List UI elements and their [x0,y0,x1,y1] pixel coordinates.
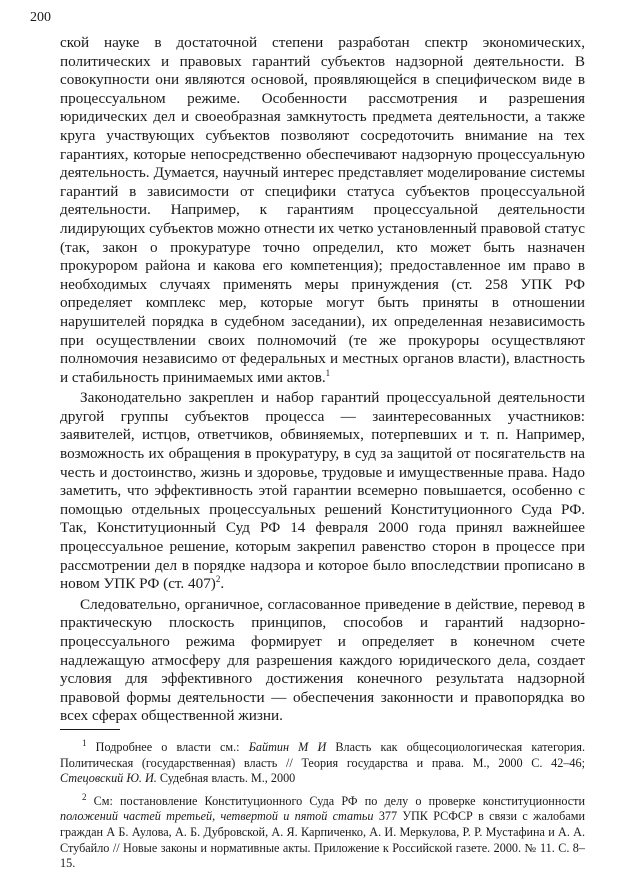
footnote-1-author-2: Стецовский Ю. И. [60,771,157,786]
body-text [60,34,585,726]
paragraph-2-text: Законодательно закреплен и набор гарантий процессуальной деятельности другой группы субъектов процесса — заинтересованных участников: заявителей, истцов, ответчиков, обвиняемых, потерпевших и т. п. Например, возможность их обращения в прокуратуру, в суд за защитой от посягательств на честь и достоинство, жизнь и здоровье, трудовые и имущественные права. Надо заметить, что эффективность этой гарантии всемерно повышается, особенно с помощью отдельных процессуальных решений Конституционного Суда РФ. Так, Конституционный Суд РФ 14 февраля 2000 года принял важнейшее процессуальное решение, которым закрепил равенство сторон в процессе при рассмотрении дел в порядке надзора и которое было впоследствии прописано в новом УПК РФ (ст. 407) [60,389,585,593]
page-number: 200 [30,10,51,25]
footnote-1-number: 1 [82,737,87,748]
footnote-divider [60,729,120,730]
footnote-ref-1: 1 [325,367,331,378]
footnote-2-italic: положений частей третьей, четвертой и пятой статьи [60,809,374,824]
paragraph-2: Законодательно закреплен и набор гарантий процессуальной деятельности другой группы субъектов процесса — заинтересованных участников: заявителей, истцов, ответчиков, обвиняемых, потерпевших и т. п. Например, возможность их обращения в прокуратуру, в суд за защитой от посягательств на честь и достоинство, жизнь и здоровье, трудовые и имущественные права. Надо заметить, что эффективность этой гарантии всемерно повышается, особенно с помощью отдельных процессуальных решений Конституционного Суда РФ. Так, Конституционный Суд РФ 14 февраля 2000 года принял важнейшее процессуальное решение, которым закрепил равенство сторон в процессе при рассмотрении дел в порядке надзора и которое было впоследствии прописано в новом УПК РФ (ст. 407)$^2$. [60,389,585,593]
footnotes [60,737,586,872]
footnote-1-mid: Власть как общесоциологическая категория. Политическая (государственная) власть // Теория государства и права. М., 2000 С. 42–46; [60,740,586,770]
footnote-1-tail: Судебная власть. М., 2000 [156,771,296,786]
footnote-1-lead: Подробнее о власти см.: [95,740,249,754]
footnote-1 [60,737,586,787]
footnote-2-number: 2 [82,791,87,802]
footnote-2-tail: 377 УПК РСФСР в связи с жалобами граждан А Б. Аулова, А. Б. Дубровской, А. Я. Карпиченко, А. И. Меркулова, Р. Р. Мустафина и А. А. Стубайло // Новые законы и нормативные акты. Приложение к Российской газете. 2000. № 11. С. 8–15. [60,809,585,871]
footnote-ref-2: 2 [215,574,221,585]
paragraph-3: Следовательно, органичное, согласованное приведение в действие, перевод в практическую плоскость принципов, способов и гарантий надзорно-процессуального режима формирует и определяет в конечном счете надлежащую атмосферу для разрешения каждого юридического дела, создает условия для эффективного достижения конечного результата надзорной правовой формы деятельности — обеспечения законности и правопорядка во всех сферах общественной жизни. [60,595,585,725]
paragraph-1-text: ской науке в достаточной степени разработан спектр экономических, политических и правовых гарантий субъектов надзорной деятельности. В совокупности они являются основой, проявляющейся в специфическом виде в процессуальном режиме. Особенности рассмотрения и разрешения юридических дел и своеобразная замкнутость предмета деятельности, а также круга участвующих субъектов позволяют сосредоточить внимание на тех гарантиях, которые непосредственно обеспечивают надзорную процессуальную деятельность. Думается, научный интерес представляет моделирование системы гарантий в зависимости от специфики статуса субъектов процессуальной деятельности. Например, к гарантиям процессуальной деятельности лидирующих субъектов можно отнести их четко установленный правовой статус (так, закон о прокуратуре точно определил, кто может быть назначен прокурором района и какова его компетенция); предоставленное им право в необходимых случаях применять меры принуждения (ст. 258 УПК РФ определяет комплекс мер, которые могут быть приняты в отношении нарушителей порядка в судебном заседании), их определенная независимость при осуществлении своих полномочий (те же прокуроры осуществляют полномочия независимо от федеральных и местных органов власти), властность и стабильность принимаемых ими актов [60,34,585,386]
footnote-2 [60,791,585,872]
footnote-2-lead: См: постановление Конституционного Суда РФ по делу о проверке конституционности [93,793,585,808]
footnote-1-author-1: Байтин М И [248,740,327,754]
paragraph-1: ской науке в достаточной степени разработан спектр экономических, политических и правовых гарантий субъектов надзорной деятельности. В совокупности они являются основой, проявляющейся в специфическом виде в процессуальном режиме. Особенности рассмотрения и разрешения юридических дел и своеобразная замкнутость предмета деятельности, а также круга участвующих субъектов позволяют сосредоточить внимание на тех гарантиях, которые непосредственно обеспечивают надзорную процессуальную деятельность. Думается, научный интерес представляет моделирование системы гарантий в зависимости от специфики статуса субъектов процессуальной деятельности. Например, к гарантиям процессуальной деятельности лидирующих субъектов можно отнести их четко установленный правовой статус (так, закон о прокуратуре точно определил, кто может быть назначен прокурором района и какова его компетенция); предоставленное им право в необходимых случаях применять меры принуждения (ст. 258 УПК РФ определяет комплекс мер, которые могут быть приняты в отношении нарушителей порядка в судебном заседании), их определенная независимость при осуществлении своих полномочий (те же прокуроры осуществляют полномочия независимо от федеральных и местных органов власти), властность и стабильность принимаемых ими актов.$^1$ [60,34,585,386]
